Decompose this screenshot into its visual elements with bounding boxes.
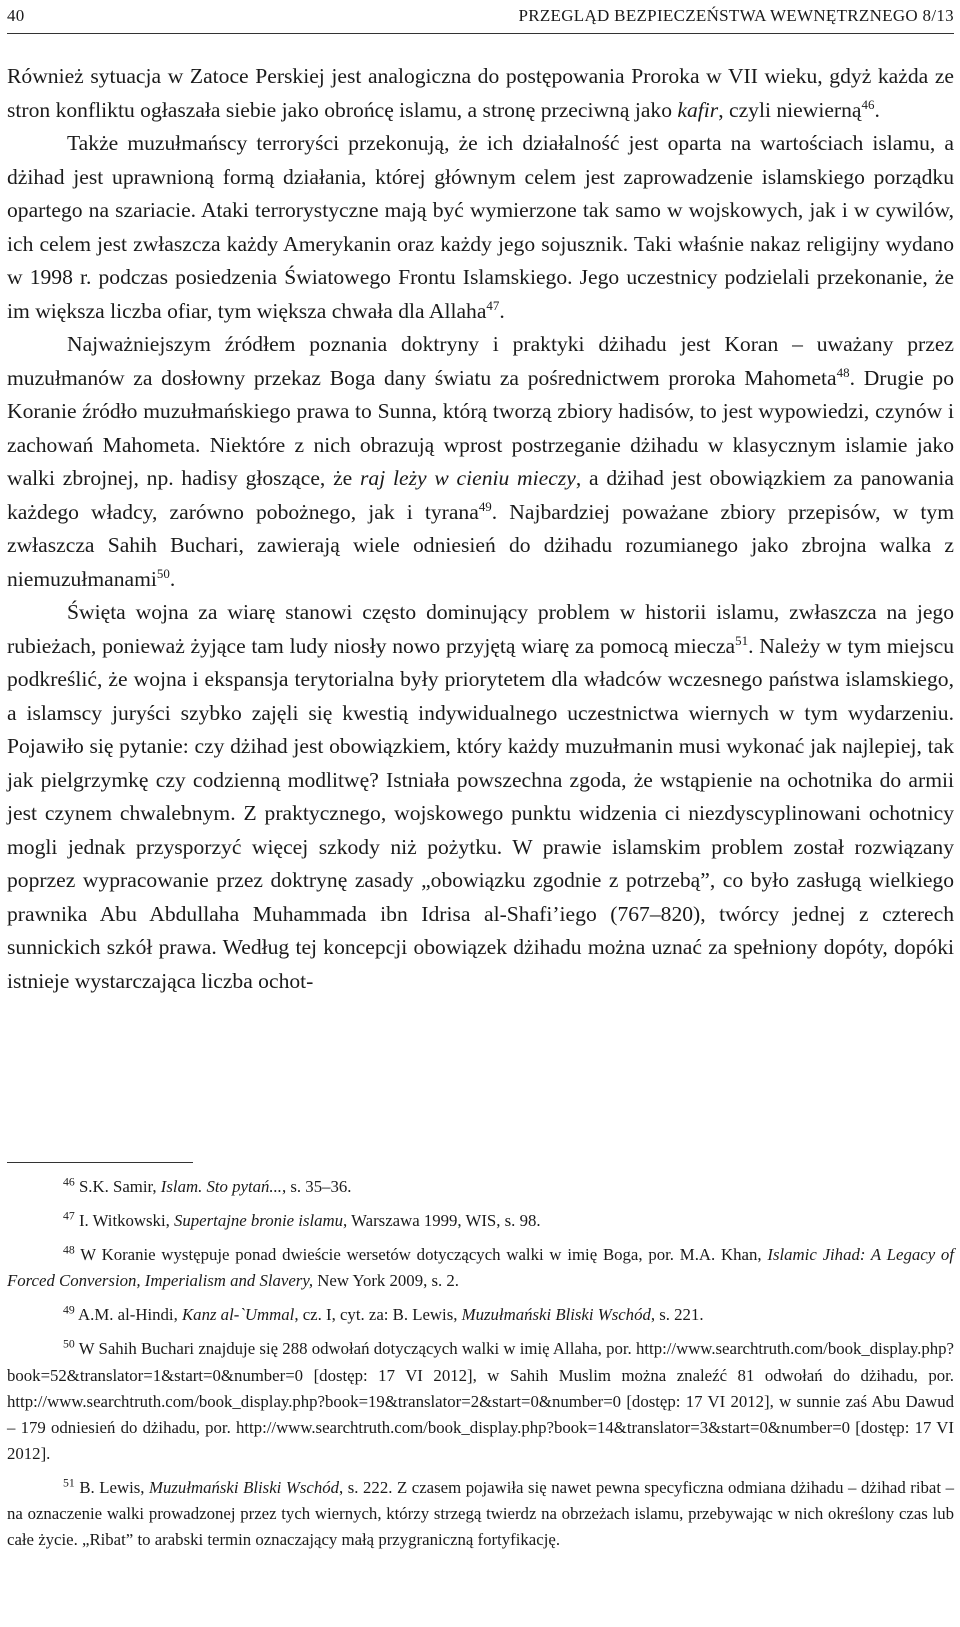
paragraph-4: Święta wojna za wiarę stanowi często dominujący problem w historii islamu, zwłaszcza na jego rubieżach, ponieważ żyjące tam ludy niosły nowo przyjętą wiarę za pomocą miecza$^{51}$. Należy w tym miejscu podkreślić, że wojna i ekspansja terytorialna były priorytetem dla władców wczesnego państwa islamskiego, a islamscy juryści szybko zajęli się kwestią indywidualnego uczestnictwa wiernych w tym wydarzeniu. Pojawiło się pytanie: czy dżihad jest obowiązkiem, który każdy muzułmanin musi wykonać jak najlepiej, tak jak pielgrzymkę czy codzienną modlitwę? Istniała powszechna zgoda, że wstąpienie na ochotnika do armii jest czynem chwalebnym. Z praktycznego, wojskowego punktu widzenia ci niezdyscyplinowani ochotnicy mogli jednak przysporzyć więcej szkody niż pożytku. W prawie islamskim problem został rozwiązany poprzez wypracowanie przez doktrynę zasady „obowiązku zgodnie z potrzebą”, co było zasługą wielkiego prawnika Abu Abdullaha Muhammada ibn Idrisa al-Shafi’iego (767–820), twórcy jednej z czterech sunnickich szkół prawa. Według tej koncepcji obowiązek dżihadu można uznać za spełniony dopóty, dopóki istnieje wystarczająca liczba ochot- [7, 600, 954, 993]
footnote-51: $^{51}$ B. Lewis, Muzułmański Bliski Wschód, s. 222. Z czasem pojawiła się nawet pewna specyficzna odmiana dżihadu – dżihad ribat – na oznaczenie walki prowadzonej przez tych wiernych, którzy strzegą twierdz na obrzeżach islamu, przebywając w nich określony czas lub całe życie. „Ribat” to arabski termin oznaczający małą przygraniczną fortyfikację. [7, 1476, 954, 1550]
footnote-ref-46[interactable]: 46 [861, 96, 875, 112]
paragraph-1: Również sytuacja w Zatoce Perskiej jest analogiczna do postępowania Proroka w VII wieku, gdyż każda ze stron konfliktu ogłaszała siebie jako obrońcę islamu, a stronę przeciwną jako kafir, czyli niewierną$^{46}$. [7, 64, 954, 122]
footnotes [7, 1174, 954, 1553]
page-number: 40 [7, 6, 25, 25]
footnote-ref-47[interactable]: 47 [486, 297, 500, 313]
footnote-47: $^{47}$ I. Witkowski, Supertajne bronie islamu, Warszawa 1999, WIS, s. 98. [63, 1209, 541, 1231]
footnote-ref-49[interactable]: 49 [478, 498, 492, 514]
footnote-46: $^{46}$ S.K. Samir, Islam. Sto pytań..., s. 35–36. [63, 1175, 352, 1196]
footnote-ref-50[interactable]: 50 [156, 565, 170, 581]
paragraph-3: Najważniejszym źródłem poznania doktryny i praktyki dżihadu jest Koran – uważany przez muzułmanów za dosłowny przekaz Boga dany światu za pośrednictwem proroka Mahometa$^{48}$. Drugie po Koranie źródło muzułmańskiego prawa to Sunna, którą tworzą zbiory hadisów, to jest wypowiedzi, czynów i zachowań Mahometa. Niektóre z nich obrazują wprost postrzeganie dżihadu w klasycznym islamie jako walki zbrojnej, np. hadisy głoszące, że raj leży w cieniu mieczy, a dżihad jest obowiązkiem za panowania każdego władcy, zarówno pobożnego, jak i tyrana$^{49}$. Najbardziej poważane zbiory przepisów, w tym zwłaszcza Sahih Buchari, zawierają wiele odniesień do dżihadu rozumianego jako zbrojna walka z niemuzułmanami$^{50}$. [7, 332, 955, 591]
footnote-ref-51[interactable]: 51 [735, 632, 749, 648]
journal-title: PRZEGLĄD BEZPIECZEŃSTWA WEWNĘTRZNEGO 8/13 [518, 6, 954, 25]
paragraph-2: Także muzułmańscy terroryści przekonują, że ich działalność jest oparta na wartościach islamu, a dżihad jest uprawnioną formą działania, której głównym celem jest zaprowadzenie islamskiego porządku opartego na szariacie. Ataki terrorystyczne mają być wymierzone tak samo w wojskowych, jak i w cywilów, ich celem jest zwłaszcza każdy Amerykanin oraz każdy jego sojusznik. Taki właśnie nakaz religijny wydano w 1998 r. podczas posiedzenia Światowego Frontu Islamskiego. Jego uczestnicy podzielali przekonanie, że im większa liczba ofiar, tym większa chwała dla Allaha$^{47}$. [7, 131, 954, 323]
header-divider [7, 33, 954, 34]
main-text [7, 60, 954, 998]
footnote-50: $^{50}$ W Sahih Buchari znajduje się 288 odwołań dotyczących walki w imię Allaha, por. http://www.searchtruth.com/book_display.php?book=52&translator=1&start=0&number=0 [dostęp: 17 VI 2012], w Sahih Muslim można znaleźć 81 odwołań do dżihadu, por. http://www.searchtruth.com/book_display.php?book=19&translator=2&start=0&number=0 [dostęp: 17 VI 2012], w sunnie zaś Abu Dawud – 179 odniesień do dżihadu, por. http://www.searchtruth.com/book_display.php?book=14&translator=3&start=0&number=0 [dostęp: 17 VI 2012]. [7, 1337, 954, 1463]
footnote-divider [7, 1162, 193, 1163]
footnote-49: $^{49}$ A.M. al-Hindi, Kanz al-`Ummal, cz. I, cyt. za: B. Lewis, Muzułmański Bliski Wschód, s. 221. [63, 1303, 704, 1325]
footnote-ref-48[interactable]: 48 [836, 364, 850, 380]
footnote-48: $^{48}$ W Koranie występuje ponad dwieście wersetów dotyczących walki w imię Boga, por. M.A. Khan, Islamic Jihad: A Legacy of Forced Conversion, Imperialism and Slavery, New York 2009, s. 2. [7, 1243, 954, 1291]
running-header [7, 4, 954, 30]
